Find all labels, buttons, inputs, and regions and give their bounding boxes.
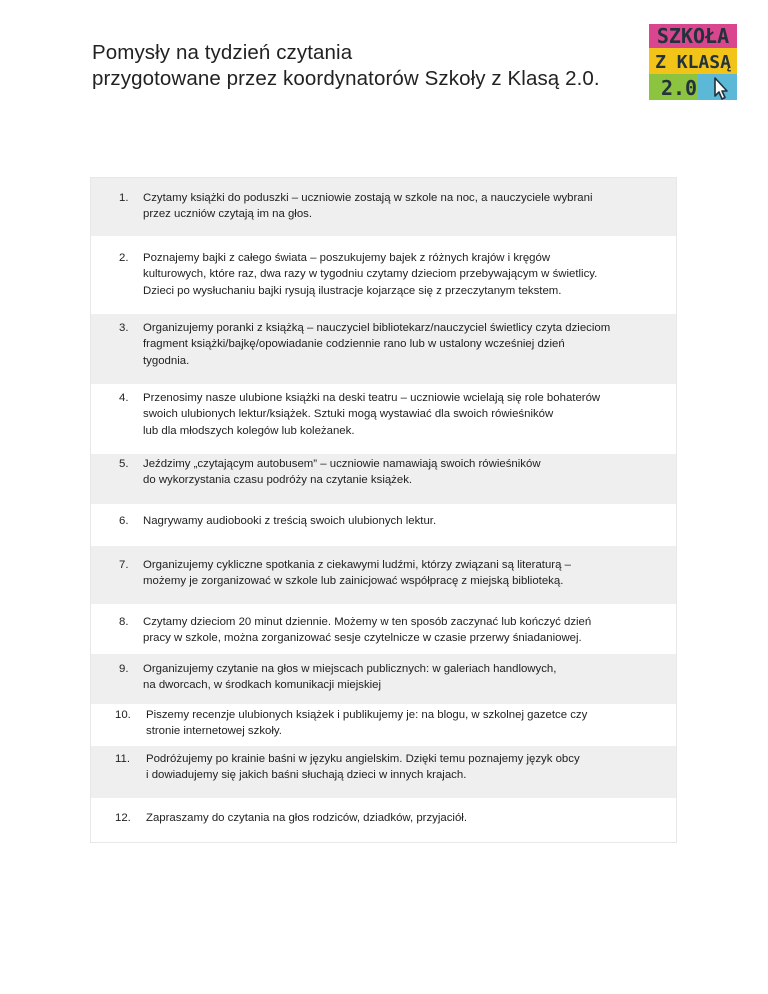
list-item [91, 546, 676, 604]
list-item [91, 654, 676, 704]
logo-text-version: 2.0 [660, 76, 698, 100]
item-text: Organizujemy czytanie na głos w miejscach publicznych: w galeriach handlowych, na dworcach, w środkach komunikacji miejskiej [143, 663, 557, 692]
item-text: Organizujemy poranki z książką – nauczyciel bibliotekarz/nauczyciel świetlicy czyta dzieciom fragment książki/bajkę/opowiadanie codziennie rano lub w ustalony wcześniej dzień tygodnia. [143, 322, 611, 367]
title-line-2: przygotowane przez koordynatorów Szkoły z Klasą 2.0. [92, 67, 600, 90]
item-text: Przenosimy nasze ulubione książki na deski teatru – uczniowie wcielają się role bohaterów swoich ulubionych lektur/książek. Sztuki mogą wystawiać dla swoich rówieśników lub dla młodszych kolegów lub koleżanek. [143, 392, 601, 437]
item-text: Czytamy dzieciom 20 minut dziennie. Możemy w ten sposób zaczynać lub kończyć dzień pracy w szkole, można zorganizować sesje czytelnicze w czasie przerwy śniadaniowej. [143, 616, 592, 645]
item-text: Zapraszamy do czytania na głos rodziców, dziadków, przyjaciół. [146, 812, 467, 824]
list-item [91, 604, 676, 654]
item-text: Poznajemy bajki z całego świata – poszukujemy bajek z różnych krajów i kręgów kulturowych, które raz, dwa razy w tygodniu czytamy dzieciom przebywającym w świetlicy. Dzieci po wysłuchaniu bajki rysują ilustracje kojarzące się z przeczytanym tekstem. [143, 252, 598, 297]
list-item [91, 746, 676, 798]
item-number: 12. [115, 812, 131, 824]
item-number: 1. [119, 192, 129, 204]
item-number: 9. [119, 663, 129, 675]
item-number: 11. [115, 753, 130, 765]
logo-text-szkola: SZKOŁA [656, 24, 730, 48]
logo [649, 24, 737, 100]
item-text: Nagrywamy audiobooki z treścią swoich ulubionych lektur. [143, 515, 437, 527]
item-text: Podróżujemy po krainie baśni w języku angielskim. Dzięki temu poznajemy język obcy i dowiadujemy się jakich baśni słuchają dzieci w innych krajach. [146, 753, 580, 782]
item-number: 6. [119, 515, 129, 527]
logo-text-zklasa: Z KLASĄ [655, 52, 731, 73]
list-item [91, 384, 676, 454]
ideas-list [90, 177, 677, 843]
item-text: Czytamy książki do poduszki – uczniowie zostają w szkole na noc, a nauczyciele wybrani przez uczniów czytają im na głos. [143, 192, 593, 221]
item-text: Piszemy recenzje ulubionych książek i publikujemy je: na blogu, w szkolnej gazetce czy stronie internetowej szkoły. [146, 709, 588, 738]
page-title [92, 40, 600, 92]
title-line-1: Pomysły na tydzień czytania [92, 41, 353, 64]
list-item [91, 454, 676, 504]
item-number: 2. [119, 252, 129, 264]
item-number: 7. [119, 559, 129, 571]
item-number: 4. [119, 392, 129, 404]
item-number: 8. [119, 616, 129, 628]
item-number: 10. [115, 709, 131, 721]
list-item [91, 236, 676, 314]
list-item [91, 178, 676, 236]
list-item [91, 798, 676, 842]
item-number: 5. [119, 458, 129, 470]
item-text: Jeździmy „czytającym autobusem” – uczniowie namawiają swoich rówieśników do wykorzystania czasu podróży na czytanie książek. [143, 458, 541, 487]
list-item [91, 314, 676, 384]
list-item [91, 704, 676, 746]
item-text: Organizujemy cykliczne spotkania z ciekawymi ludźmi, którzy związani są literaturą – możemy je zorganizować w szkole lub zainicjować współpracę z miejską biblioteką. [143, 559, 571, 588]
list-item [91, 504, 676, 546]
item-number: 3. [119, 322, 129, 334]
